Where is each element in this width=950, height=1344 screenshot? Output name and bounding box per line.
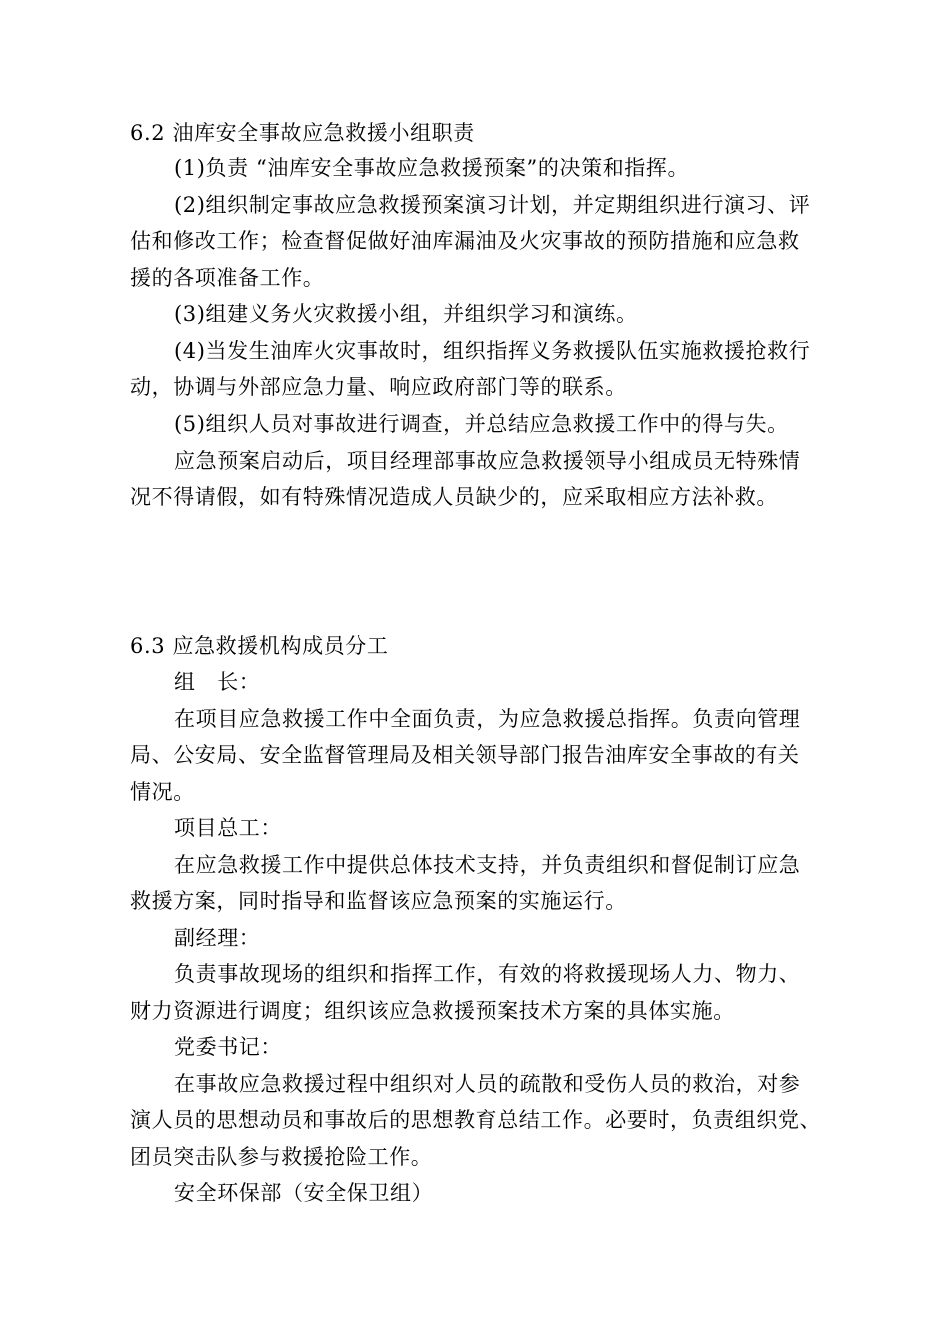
role-label: 安全环保部（安全保卫组） [174,1181,434,1205]
paragraph-line: 在项目应急救援工作中全面负责，为应急救援总指挥。负责向管理 [174,707,801,731]
paragraph-line: (2)组织制定事故应急救援预案演习计划，并定期组织进行演习、评 [174,193,811,217]
paragraph-line: 救援方案，同时指导和监督该应急预案的实施运行。 [130,889,627,913]
paragraph-line: (5)组织人员对事故进行调查，并总结应急救援工作中的得与失。 [174,412,789,436]
role-label: 项目总工： [174,816,282,840]
paragraph-line: 估和修改工作；检查督促做好油库漏油及火灾事故的预防措施和应急救 [130,229,800,253]
paragraph-line: 动，协调与外部应急力量、响应政府部门等的联系。 [130,375,627,399]
paragraph-line: 负责事故现场的组织和指挥工作，有效的将救援现场人力、物力、 [174,962,801,986]
role-label: 副经理： [174,926,261,950]
paragraph-line: 在应急救援工作中提供总体技术支持，并负责组织和督促制订应急 [174,853,801,877]
paragraph-line: (4)当发生油库火灾事故时，组织指挥义务救援队伍实施救援抢救行 [174,339,811,363]
paragraph-line: 援的各项准备工作。 [130,266,325,290]
section-6-2-heading: 6.2 油库安全事故应急救援小组职责 [130,121,475,145]
role-label: 组 长： [174,670,261,694]
role-label: 党委书记： [174,1035,282,1059]
paragraph-line: 在事故应急救援过程中组织对人员的疏散和受伤人员的救治，对参 [174,1072,801,1096]
paragraph-line: 况不得请假，如有特殊情况造成人员缺少的，应采取相应方法补救。 [130,485,778,509]
paragraph-line: 财力资源进行调度；组织该应急救援预案技术方案的具体实施。 [130,999,735,1023]
paragraph-line: 情况。 [130,780,195,804]
paragraph-line: 演人员的思想动员和事故后的思想教育总结工作。必要时，负责组织党、 [130,1108,822,1132]
section-6-3-heading: 6.3 应急救援机构成员分工 [130,634,389,658]
paragraph-line: (1)负责 “油库安全事故应急救援预案”的决策和指挥。 [174,156,690,180]
paragraph-line: 应急预案启动后，项目经理部事故应急救援领导小组成员无特殊情 [174,449,801,473]
paragraph-line: 团员突击队参与救援抢险工作。 [130,1145,433,1169]
paragraph-line: (3)组建义务火灾救援小组，并组织学习和演练。 [174,302,638,326]
paragraph-line: 局、公安局、安全监督管理局及相关领导部门报告油库安全事故的有关 [130,743,800,767]
